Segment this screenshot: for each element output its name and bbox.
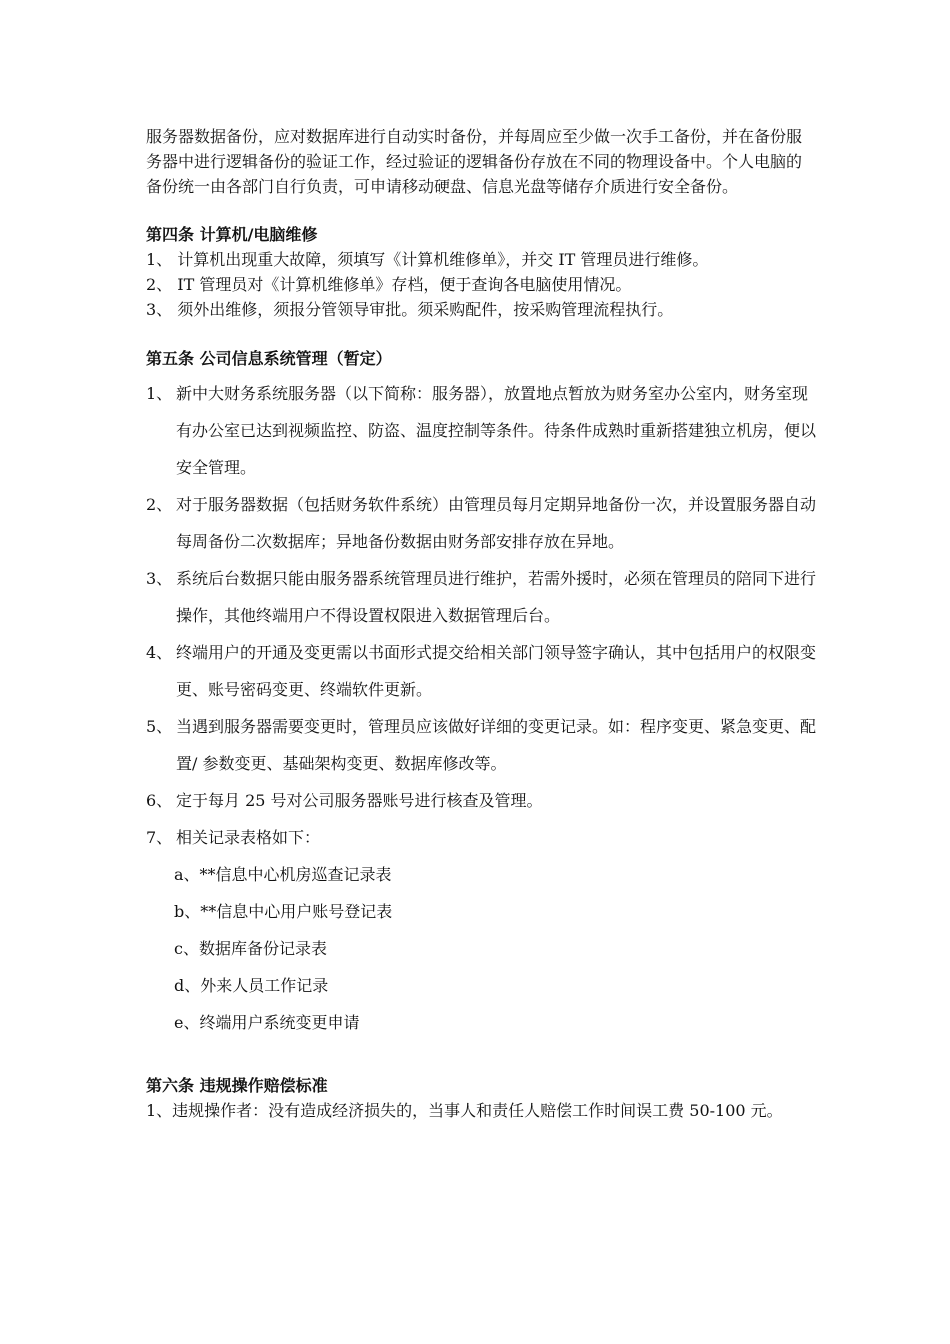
item-number: 3、 bbox=[146, 569, 173, 588]
item-text: 新中大财务系统服务器（以下简称：服务器），放置地点暂放为财务室办公室内，财务室现有办公室已达到视频监控、防盗、温度控制等条件。待条件成熟时重新搭建独立机房，便以安全管理。 bbox=[176, 384, 817, 477]
item-text: 对于服务器数据（包括财务软件系统）由管理员每月定期异地备份一次，并设置服务器自动每周备份二次数据库；异地备份数据由财务部安排存放在异地。 bbox=[176, 495, 817, 551]
section4-list bbox=[146, 247, 816, 322]
record-form-item: b、**信息中心用户账号登记表 bbox=[174, 902, 393, 921]
item-number: 5、 bbox=[146, 717, 173, 736]
intro-paragraph: 服务器数据备份，应对数据库进行自动实时备份，并每周应至少做一次手工备份，并在备份服务器中进行逻辑备份的验证工作，经过验证的逻辑备份存放在不同的物理设备中。个人电脑的备份统一由各部门自行负责，可申请移动硬盘、信息光盘等储存介质进行安全备份。 bbox=[146, 127, 803, 196]
section5-item bbox=[146, 634, 816, 708]
item-number: 7、 bbox=[146, 828, 173, 847]
section5-item bbox=[146, 375, 816, 486]
section4-title: 第四条 计算机/电脑维修 bbox=[146, 225, 318, 244]
item-number: 1、 bbox=[146, 384, 173, 403]
section5-title: 第五条 公司信息系统管理（暂定） bbox=[146, 349, 392, 368]
section5-item bbox=[146, 782, 816, 819]
item-text: 当遇到服务器需要变更时，管理员应该做好详细的变更记录。如：程序变更、紧急变更、配置/ 参数变更、基础架构变更、数据库修改等。 bbox=[176, 717, 817, 773]
item-text: 系统后台数据只能由服务器系统管理员进行维护，若需外援时，必须在管理员的陪同下进行操作，其他终端用户不得设置权限进入数据管理后台。 bbox=[176, 569, 817, 625]
section5-item bbox=[146, 486, 816, 560]
section5-item bbox=[146, 560, 816, 634]
item-text: 相关记录表格如下： bbox=[176, 828, 321, 847]
item-number: 2、 bbox=[146, 495, 173, 514]
item-text: 定于每月 25 号对公司服务器账号进行核查及管理。 bbox=[176, 791, 543, 810]
record-form-item: e、终端用户系统变更申请 bbox=[174, 1013, 360, 1032]
item-number: 6、 bbox=[146, 791, 173, 810]
document-page bbox=[146, 124, 816, 1123]
item-text: 终端用户的开通及变更需以书面形式提交给相关部门领导签字确认，其中包括用户的权限变更、账号密码变更、终端软件更新。 bbox=[176, 643, 817, 699]
record-form-item: a、**信息中心机房巡查记录表 bbox=[174, 865, 392, 884]
section4-item: 3、 须外出维修，须报分管领导审批。须采购配件，按采购管理流程执行。 bbox=[146, 300, 674, 319]
section4-item: 1、 计算机出现重大故障，须填写《计算机维修单》，并交 IT 管理员进行维修。 bbox=[146, 250, 709, 269]
record-forms-list bbox=[146, 856, 816, 1041]
section6-paragraph: 1、违规操作者：没有造成经济损失的，当事人和责任人赔偿工作时间误工费 50-100 元。 bbox=[146, 1101, 783, 1120]
section6-title: 第六条 违规操作赔偿标准 bbox=[146, 1076, 328, 1095]
section5-list bbox=[146, 375, 816, 856]
record-form-item: d、外来人员工作记录 bbox=[174, 976, 329, 995]
record-form-item: c、数据库备份记录表 bbox=[174, 939, 327, 958]
item-number: 4、 bbox=[146, 643, 173, 662]
section4-item: 2、 IT 管理员对《计算机维修单》存档，便于查询各电脑使用情况。 bbox=[146, 275, 632, 294]
section5-item bbox=[146, 819, 816, 856]
section5-item bbox=[146, 708, 816, 782]
